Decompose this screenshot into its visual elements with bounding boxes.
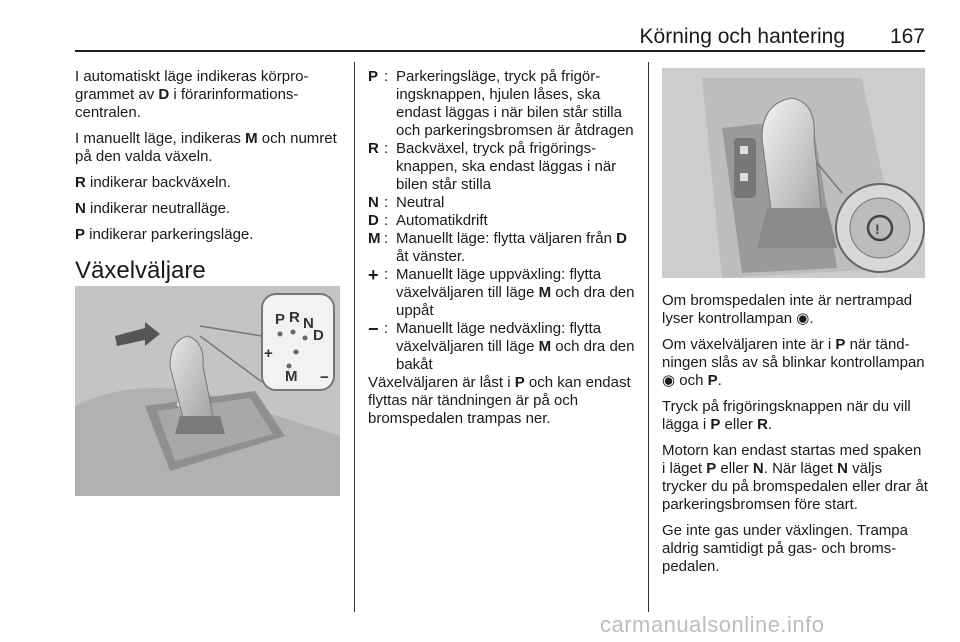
paragraph: I manuellt läge, indikeras M och numret på den valda växeln. (75, 130, 337, 165)
column-divider-1 (354, 62, 355, 612)
gear-position-list: P : Parkeringsläge, tryck på frigör-ingsknappen, hjulen låses, ska endast läggas i när bilen står stilla och parkeringsbromsen är åtdragen R : Backväxel, tryck på frigörings-knappen, ska endast läggas i när bilen står stilla N : Neutral D : Automatikdrift M : Manuellt läge: flytta väljaren från D åt vänster. + : Manuellt läge uppväxling: flytta växelväljaren till läge M och dra den uppåt − : Manuellt läge nedväxling: flytta växelväljaren till läge M och dra den bakåt (368, 68, 635, 373)
list-value: Parkeringsläge, tryck på frigör-ingsknappen, hjulen låses, ska endast läggas i när bilen står stilla och parkeringsbromsen är åtdragen (396, 68, 634, 139)
watermark: carmanualsonline.info (600, 612, 825, 637)
list-value: Manuellt läge: flytta väljaren från D åt vänster. (396, 230, 627, 265)
section-heading: Växelväljare (75, 257, 206, 284)
paragraph: Tryck på frigöringsknappen när du vill lägga i P eller R. (662, 398, 911, 433)
list-value: Manuellt läge nedväxling: flytta växelväljaren till läge M och dra den bakåt (396, 320, 635, 373)
gear-knob-illustration (662, 68, 925, 278)
paragraph: Om växelväljaren inte är i P när tänd-ningen slås av så blinkar kontrollampan ◉ och P. (662, 336, 925, 389)
page-number: 167 (889, 25, 925, 48)
column-middle (368, 68, 636, 436)
list-value: Manuellt läge uppväxling: flytta växelväljaren till läge M och dra den uppåt (396, 266, 635, 319)
list-key: + (368, 265, 379, 285)
list-key: − (368, 319, 379, 339)
list-value: Neutral (396, 194, 445, 211)
svg-text:!: ! (875, 221, 880, 237)
paragraph: Om bromspedalen inte är nertrampad lyser kontrollampan ◉. (662, 292, 913, 327)
list-key: N (368, 194, 379, 211)
column-right (662, 292, 928, 584)
fig-label-minus: − (320, 369, 329, 386)
header-title: Körning och hantering (639, 25, 845, 48)
paragraph: Motorn kan endast startas med spaken i läget P eller N. När läget N väljs trycker du på bromspedalen eller drar åt parkeringsbromsen före start. (662, 442, 928, 513)
column-left (75, 68, 345, 284)
fig-label-d: D (313, 327, 324, 344)
gear-lever-illustration (75, 286, 340, 496)
list-value: Backväxel, tryck på frigörings-knappen, ska endast läggas i när bilen står stilla (396, 140, 617, 193)
paragraph: I automatiskt läge indikeras körpro-grammet av D i förarinformations-centralen. (75, 68, 309, 121)
lock-note: Växelväljaren är låst i P och kan endast flyttas när tändningen är på och bromspedalen trampas ner. (368, 374, 631, 427)
list-key: P (368, 68, 379, 85)
fig-label-n: N (303, 315, 314, 332)
gear-selector-figure (75, 286, 340, 496)
fig-label-m: M (285, 368, 298, 385)
paragraph: R indikerar backväxeln. (75, 174, 231, 191)
fig-label-p: P (275, 311, 286, 328)
list-key: M (368, 230, 381, 247)
page-header (75, 0, 925, 52)
brake-foot-lamp-icon: ◉ (796, 310, 810, 327)
list-key: R (368, 140, 379, 157)
list-value: Automatikdrift (396, 212, 488, 229)
fig-label-r: R (289, 309, 300, 326)
fig-label-plus: + (264, 345, 273, 362)
column-divider-2 (648, 62, 649, 612)
list-key: D (368, 212, 379, 229)
release-button-figure (662, 68, 925, 278)
brake-foot-lamp-icon: ◉ (662, 372, 676, 389)
paragraph: P indikerar parkeringsläge. (75, 226, 254, 243)
paragraph: Ge inte gas under växlingen. Trampa aldrig samtidigt på gas- och broms-pedalen. (662, 522, 908, 575)
paragraph: N indikerar neutralläge. (75, 200, 231, 217)
